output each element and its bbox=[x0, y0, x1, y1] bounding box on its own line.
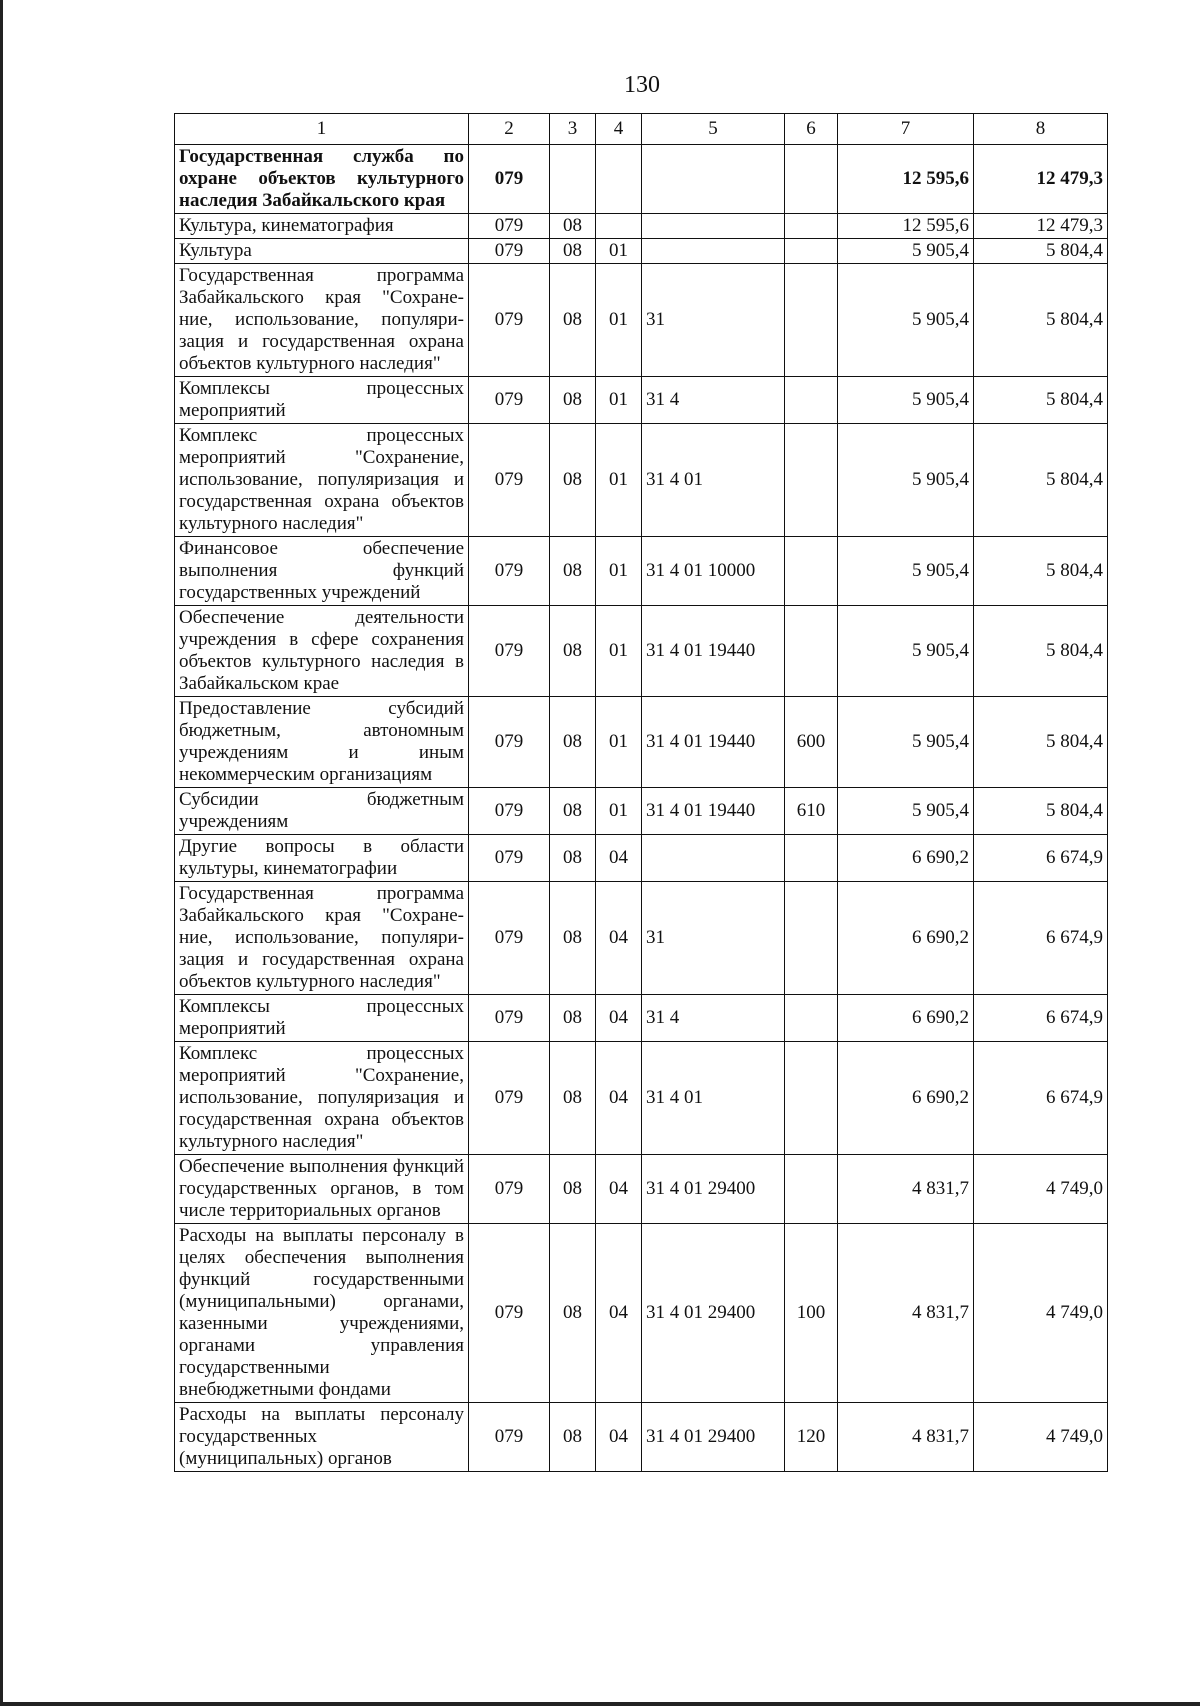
subsection-code: 04 bbox=[596, 995, 642, 1042]
scan-edge bbox=[0, 1702, 1200, 1706]
expense-type-code bbox=[785, 606, 838, 697]
amount-year-2: 12 479,3 bbox=[974, 145, 1108, 214]
amount-year-1: 5 905,4 bbox=[838, 606, 974, 697]
amount-year-1: 6 690,2 bbox=[838, 835, 974, 882]
section-code: 08 bbox=[550, 697, 596, 788]
ministry-code: 079 bbox=[469, 537, 550, 606]
ministry-code: 079 bbox=[469, 377, 550, 424]
amount-year-1: 5 905,4 bbox=[838, 377, 974, 424]
target-article-code bbox=[642, 239, 785, 264]
expense-type-code bbox=[785, 995, 838, 1042]
expense-type-code bbox=[785, 145, 838, 214]
ministry-code: 079 bbox=[469, 264, 550, 377]
table-row bbox=[175, 424, 1108, 537]
column-header: 5 bbox=[642, 114, 785, 145]
section-code: 08 bbox=[550, 239, 596, 264]
table-row bbox=[175, 1155, 1108, 1224]
section-code: 08 bbox=[550, 264, 596, 377]
item-name: Государственная служба по охране объектов культурного наследия Забайкальского края bbox=[175, 145, 469, 214]
amount-year-1: 6 690,2 bbox=[838, 1042, 974, 1155]
table-row bbox=[175, 1042, 1108, 1155]
target-article-code: 31 4 01 29400 bbox=[642, 1155, 785, 1224]
amount-year-1: 5 905,4 bbox=[838, 537, 974, 606]
amount-year-1: 5 905,4 bbox=[838, 239, 974, 264]
ministry-code: 079 bbox=[469, 1042, 550, 1155]
page-number: 130 bbox=[624, 72, 660, 98]
expense-type-code bbox=[785, 264, 838, 377]
amount-year-1: 5 905,4 bbox=[838, 424, 974, 537]
amount-year-1: 5 905,4 bbox=[838, 697, 974, 788]
ministry-code: 079 bbox=[469, 1224, 550, 1403]
amount-year-2: 5 804,4 bbox=[974, 606, 1108, 697]
expense-type-code bbox=[785, 537, 838, 606]
target-article-code: 31 4 01 10000 bbox=[642, 537, 785, 606]
subsection-code: 01 bbox=[596, 606, 642, 697]
section-code: 08 bbox=[550, 377, 596, 424]
amount-year-2: 4 749,0 bbox=[974, 1403, 1108, 1472]
column-header: 4 bbox=[596, 114, 642, 145]
subsection-code: 01 bbox=[596, 377, 642, 424]
amount-year-2: 4 749,0 bbox=[974, 1155, 1108, 1224]
column-header: 7 bbox=[838, 114, 974, 145]
section-code: 08 bbox=[550, 995, 596, 1042]
expense-type-code bbox=[785, 1042, 838, 1155]
target-article-code: 31 4 bbox=[642, 377, 785, 424]
amount-year-2: 6 674,9 bbox=[974, 1042, 1108, 1155]
amount-year-2: 12 479,3 bbox=[974, 214, 1108, 239]
item-name: Финансовое обеспечение выполнения функций государственных учреждений bbox=[175, 537, 469, 606]
header-row bbox=[175, 114, 1108, 145]
subsection-code bbox=[596, 145, 642, 214]
expense-type-code bbox=[785, 835, 838, 882]
target-article-code bbox=[642, 835, 785, 882]
amount-year-1: 5 905,4 bbox=[838, 264, 974, 377]
section-code: 08 bbox=[550, 424, 596, 537]
amount-year-1: 5 905,4 bbox=[838, 788, 974, 835]
column-header: 8 bbox=[974, 114, 1108, 145]
amount-year-2: 6 674,9 bbox=[974, 995, 1108, 1042]
ministry-code: 079 bbox=[469, 697, 550, 788]
amount-year-2: 6 674,9 bbox=[974, 835, 1108, 882]
ministry-code: 079 bbox=[469, 239, 550, 264]
column-header: 6 bbox=[785, 114, 838, 145]
expense-type-code bbox=[785, 1155, 838, 1224]
subsection-code: 04 bbox=[596, 1224, 642, 1403]
ministry-code: 079 bbox=[469, 214, 550, 239]
subsection-code: 01 bbox=[596, 264, 642, 377]
section-code: 08 bbox=[550, 214, 596, 239]
amount-year-2: 5 804,4 bbox=[974, 424, 1108, 537]
table-row bbox=[175, 537, 1108, 606]
amount-year-1: 12 595,6 bbox=[838, 145, 974, 214]
target-article-code: 31 4 01 29400 bbox=[642, 1403, 785, 1472]
expense-type-code: 600 bbox=[785, 697, 838, 788]
section-code: 08 bbox=[550, 537, 596, 606]
table-row bbox=[175, 239, 1108, 264]
subsection-code: 04 bbox=[596, 1403, 642, 1472]
subsection-code: 01 bbox=[596, 788, 642, 835]
table-row bbox=[175, 882, 1108, 995]
item-name: Комплекс процессных мероприятий "Сохранение, использование, популяризация и государственная охрана объектов культурного наследия" bbox=[175, 424, 469, 537]
amount-year-2: 6 674,9 bbox=[974, 882, 1108, 995]
subsection-code: 01 bbox=[596, 239, 642, 264]
amount-year-2: 5 804,4 bbox=[974, 788, 1108, 835]
target-article-code: 31 4 01 29400 bbox=[642, 1224, 785, 1403]
amount-year-2: 5 804,4 bbox=[974, 697, 1108, 788]
table-row bbox=[175, 145, 1108, 214]
ministry-code: 079 bbox=[469, 1155, 550, 1224]
expense-type-code bbox=[785, 239, 838, 264]
column-header: 1 bbox=[175, 114, 469, 145]
subsection-code: 04 bbox=[596, 1042, 642, 1155]
table-row bbox=[175, 835, 1108, 882]
subsection-code: 01 bbox=[596, 424, 642, 537]
item-name: Обеспечение деятельности учреждения в сфере сохранения объектов культурного наследия в Забайкальском крае bbox=[175, 606, 469, 697]
table-row bbox=[175, 788, 1108, 835]
amount-year-1: 4 831,7 bbox=[838, 1224, 974, 1403]
budget-table bbox=[174, 113, 1108, 1472]
section-code: 08 bbox=[550, 788, 596, 835]
expense-type-code bbox=[785, 214, 838, 239]
subsection-code: 04 bbox=[596, 835, 642, 882]
target-article-code: 31 4 bbox=[642, 995, 785, 1042]
ministry-code: 079 bbox=[469, 882, 550, 995]
target-article-code: 31 bbox=[642, 882, 785, 995]
ministry-code: 079 bbox=[469, 835, 550, 882]
item-name: Комплексы процессных мероприятий bbox=[175, 377, 469, 424]
subsection-code: 04 bbox=[596, 1155, 642, 1224]
item-name: Государственная программа Забайкальского края "Сохране-ние, использование, популяри-зация и государственная охрана объектов культурного наследия" bbox=[175, 264, 469, 377]
table-row bbox=[175, 377, 1108, 424]
table-row bbox=[175, 606, 1108, 697]
ministry-code: 079 bbox=[469, 424, 550, 537]
amount-year-2: 5 804,4 bbox=[974, 537, 1108, 606]
expense-type-code bbox=[785, 424, 838, 537]
expense-type-code: 100 bbox=[785, 1224, 838, 1403]
subsection-code: 01 bbox=[596, 697, 642, 788]
table-row bbox=[175, 264, 1108, 377]
item-name: Обеспечение выполнения функций государственных органов, в том числе территориальных органов bbox=[175, 1155, 469, 1224]
scan-edge bbox=[0, 0, 3, 1706]
amount-year-1: 6 690,2 bbox=[838, 995, 974, 1042]
item-name: Другие вопросы в области культуры, кинематографии bbox=[175, 835, 469, 882]
target-article-code: 31 4 01 19440 bbox=[642, 697, 785, 788]
amount-year-2: 5 804,4 bbox=[974, 239, 1108, 264]
item-name: Государственная программа Забайкальского края "Сохране-ние, использование, популяри-зация и государственная охрана объектов культурного наследия" bbox=[175, 882, 469, 995]
column-header: 3 bbox=[550, 114, 596, 145]
item-name: Расходы на выплаты персоналу в целях обеспечения выполнения функций государственными (муниципальными) органами, казенными учреждениями, органами управления государственными внебюджетными фондами bbox=[175, 1224, 469, 1403]
section-code: 08 bbox=[550, 1224, 596, 1403]
amount-year-2: 5 804,4 bbox=[974, 264, 1108, 377]
expense-type-code: 610 bbox=[785, 788, 838, 835]
item-name: Культура bbox=[175, 239, 469, 264]
target-article-code: 31 4 01 bbox=[642, 1042, 785, 1155]
section-code: 08 bbox=[550, 1155, 596, 1224]
amount-year-1: 4 831,7 bbox=[838, 1403, 974, 1472]
table-row bbox=[175, 697, 1108, 788]
section-code: 08 bbox=[550, 882, 596, 995]
item-name: Культура, кинематография bbox=[175, 214, 469, 239]
amount-year-1: 12 595,6 bbox=[838, 214, 974, 239]
subsection-code: 01 bbox=[596, 537, 642, 606]
table-body bbox=[175, 145, 1108, 1472]
section-code: 08 bbox=[550, 1042, 596, 1155]
item-name: Комплекс процессных мероприятий "Сохранение, использование, популяризация и государственная охрана объектов культурного наследия" bbox=[175, 1042, 469, 1155]
section-code: 08 bbox=[550, 606, 596, 697]
target-article-code bbox=[642, 145, 785, 214]
ministry-code: 079 bbox=[469, 1403, 550, 1472]
table-row bbox=[175, 1224, 1108, 1403]
expense-type-code bbox=[785, 377, 838, 424]
item-name: Предоставление субсидий бюджетным, автономным учреждениям и иным некоммерческим организациям bbox=[175, 697, 469, 788]
target-article-code: 31 bbox=[642, 264, 785, 377]
target-article-code: 31 4 01 19440 bbox=[642, 788, 785, 835]
table-row bbox=[175, 214, 1108, 239]
amount-year-1: 4 831,7 bbox=[838, 1155, 974, 1224]
item-name: Субсидии бюджетным учреждениям bbox=[175, 788, 469, 835]
ministry-code: 079 bbox=[469, 788, 550, 835]
amount-year-1: 6 690,2 bbox=[838, 882, 974, 995]
section-code: 08 bbox=[550, 1403, 596, 1472]
ministry-code: 079 bbox=[469, 606, 550, 697]
item-name: Комплексы процессных мероприятий bbox=[175, 995, 469, 1042]
table-row bbox=[175, 1403, 1108, 1472]
subsection-code bbox=[596, 214, 642, 239]
amount-year-2: 4 749,0 bbox=[974, 1224, 1108, 1403]
subsection-code: 04 bbox=[596, 882, 642, 995]
section-code bbox=[550, 145, 596, 214]
expense-type-code: 120 bbox=[785, 1403, 838, 1472]
amount-year-2: 5 804,4 bbox=[974, 377, 1108, 424]
target-article-code: 31 4 01 bbox=[642, 424, 785, 537]
ministry-code: 079 bbox=[469, 995, 550, 1042]
expense-type-code bbox=[785, 882, 838, 995]
target-article-code: 31 4 01 19440 bbox=[642, 606, 785, 697]
target-article-code bbox=[642, 214, 785, 239]
column-header: 2 bbox=[469, 114, 550, 145]
ministry-code: 079 bbox=[469, 145, 550, 214]
table-row bbox=[175, 995, 1108, 1042]
section-code: 08 bbox=[550, 835, 596, 882]
item-name: Расходы на выплаты персоналу государственных (муниципальных) органов bbox=[175, 1403, 469, 1472]
